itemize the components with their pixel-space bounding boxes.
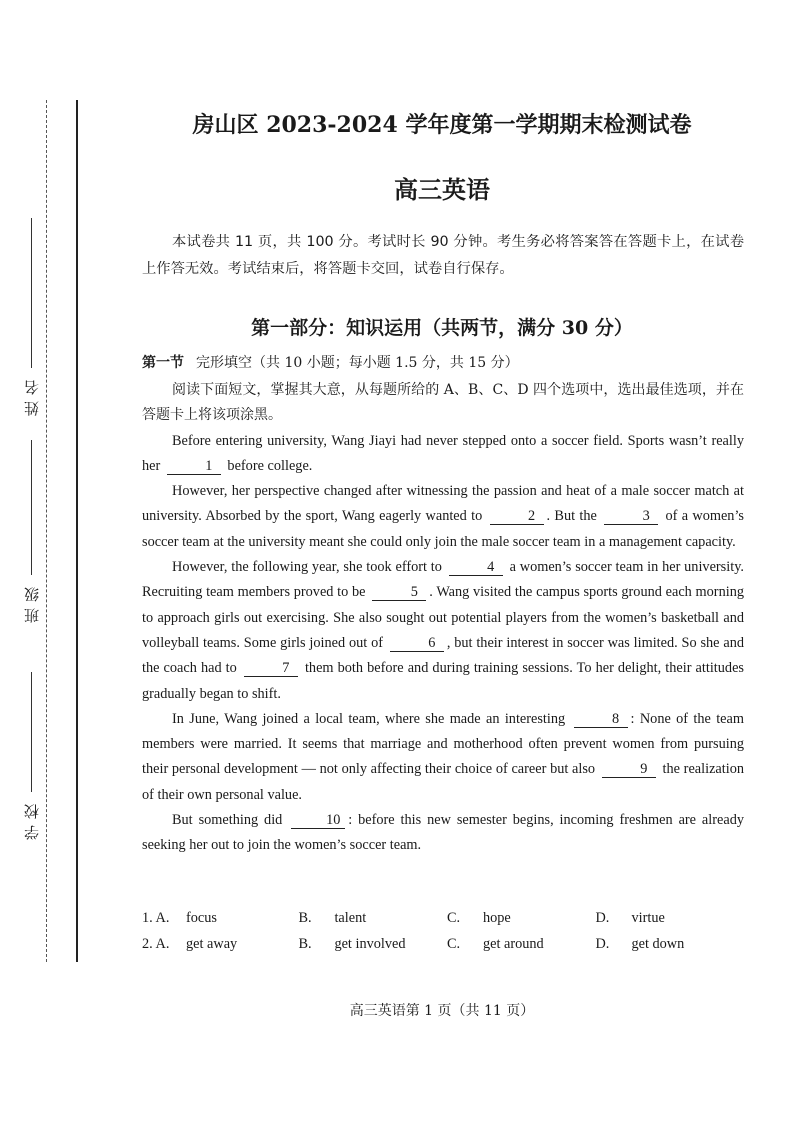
class-field xyxy=(17,440,45,623)
option-b: talent xyxy=(334,909,367,926)
school-field-line xyxy=(31,672,32,792)
option-letter: B. xyxy=(298,935,312,952)
blank-6: 6 xyxy=(390,635,444,652)
exam-instructions: 本试卷共 11 页，共 100 分。考试时长 90 分钟。考生务必将答案答在答题卡上，在试卷上作答无效。考试结束后，将答题卡交回，试卷自行保存。 xyxy=(142,234,744,277)
passage-paragraph xyxy=(142,555,744,707)
part-one-title: 第一部分：知识运用（共两节，满分 30 分） xyxy=(251,317,633,339)
passage-paragraph xyxy=(142,479,744,555)
section-name: 完形填空 xyxy=(196,355,252,371)
option-number: 1. A. xyxy=(142,909,170,926)
passage-text: Before entering university, Wang Jiayi had never stepped onto a soccer field. Sports wasn’t really her xyxy=(142,432,744,474)
blank-10: 10 xyxy=(291,812,345,829)
option-c: get around xyxy=(482,935,544,952)
question-options-1 xyxy=(142,905,744,931)
school-field-label: 学校 xyxy=(22,798,41,840)
passage-text: But something did xyxy=(172,812,283,829)
option-number: 2. A. xyxy=(142,935,170,952)
class-field-line xyxy=(31,440,32,575)
class-field-label: 班级 xyxy=(22,581,41,623)
section-number: 第一节 xyxy=(142,355,184,371)
section-detail: （共 10 小题；每小题 1.5 分，共 15 分） xyxy=(252,355,519,371)
option-letter: C. xyxy=(446,935,461,952)
passage-text: before college. xyxy=(227,457,313,474)
passage-paragraph xyxy=(142,808,744,859)
blank-4: 4 xyxy=(449,559,503,576)
cloze-passage xyxy=(142,378,744,859)
blank-9: 9 xyxy=(602,761,656,778)
passage-paragraph xyxy=(142,707,744,808)
passage-text: : before this new semester begins, incoming freshmen are already seeking her out to join the women’s soccer team. xyxy=(142,812,744,854)
passage-text: a women’s soccer team in her university. Recruiting team members proved to be xyxy=(142,559,744,601)
blank-3: 3 xyxy=(604,508,658,525)
option-d: get down xyxy=(631,935,685,952)
name-field xyxy=(17,218,45,416)
option-letter: D. xyxy=(595,935,610,952)
option-letter: B. xyxy=(298,909,312,926)
option-letter: D. xyxy=(595,909,610,926)
blank-5: 5 xyxy=(372,584,426,601)
binding-dashed-line xyxy=(46,100,47,962)
option-a: focus xyxy=(186,909,217,926)
passage-text: . Wang visited the campus sports ground each morning to approach girls out exercising. She also sought out potential players from the women’s basketball and volleyball teams. Some girls joined out of xyxy=(142,584,744,651)
passage-text: : None of the team members were married. It seems that marriage and motherhood often prevent women from pursuing their personal development — not only affecting their choice of career but also xyxy=(142,710,744,778)
passage-text: , but their interest in soccer was limited. So she and the coach had to xyxy=(142,634,745,677)
section-one-title xyxy=(142,352,519,372)
passage-paragraph xyxy=(142,429,744,480)
exam-title: 房山区 2023-2024 学年度第一学期期末检测试卷 xyxy=(192,112,692,138)
passage-text: . But the xyxy=(546,508,597,525)
passage-text: of a women’s soccer team at the university meant she could only join the male soccer team in a management capacity. xyxy=(142,508,744,550)
passage-text: the realization of their own personal value. xyxy=(142,761,745,803)
blank-2: 2 xyxy=(490,508,544,525)
passage-text: However, the following year, she took effort to xyxy=(172,559,442,576)
blank-1: 1 xyxy=(167,458,221,475)
section-direction: 阅读下面短文，掌握其大意，从每题所给的 A、B、C、D 四个选项中，选出最佳选项，并在答题卡上将该项涂黑。 xyxy=(142,382,744,424)
option-b: get involved xyxy=(334,935,406,952)
blank-7: 7 xyxy=(244,660,298,677)
name-field-line xyxy=(31,218,32,368)
binding-solid-line xyxy=(76,100,78,962)
name-field-label: 姓名 xyxy=(22,374,41,416)
passage-text: them both before and during training sessions. To her delight, their attitudes gradually began to shift. xyxy=(142,660,744,702)
option-letter: C. xyxy=(446,909,461,926)
page-footer: 高三英语第 1 页（共 11 页） xyxy=(349,1003,535,1019)
option-d: virtue xyxy=(631,909,665,926)
passage-text: However, her perspective changed after witnessing the passion and heat of a male soccer match at university. Absorbed by the sport, Wang eagerly wanted to xyxy=(142,483,744,525)
option-a: get away xyxy=(186,935,238,952)
blank-8: 8 xyxy=(574,711,628,728)
question-options-2 xyxy=(142,931,744,957)
exam-subject: 高三英语 xyxy=(394,175,490,204)
option-c: hope xyxy=(482,909,511,926)
school-field xyxy=(17,672,45,840)
passage-text: In June, Wang joined a local team, where she made an interesting xyxy=(172,710,566,727)
answer-options xyxy=(142,905,744,957)
